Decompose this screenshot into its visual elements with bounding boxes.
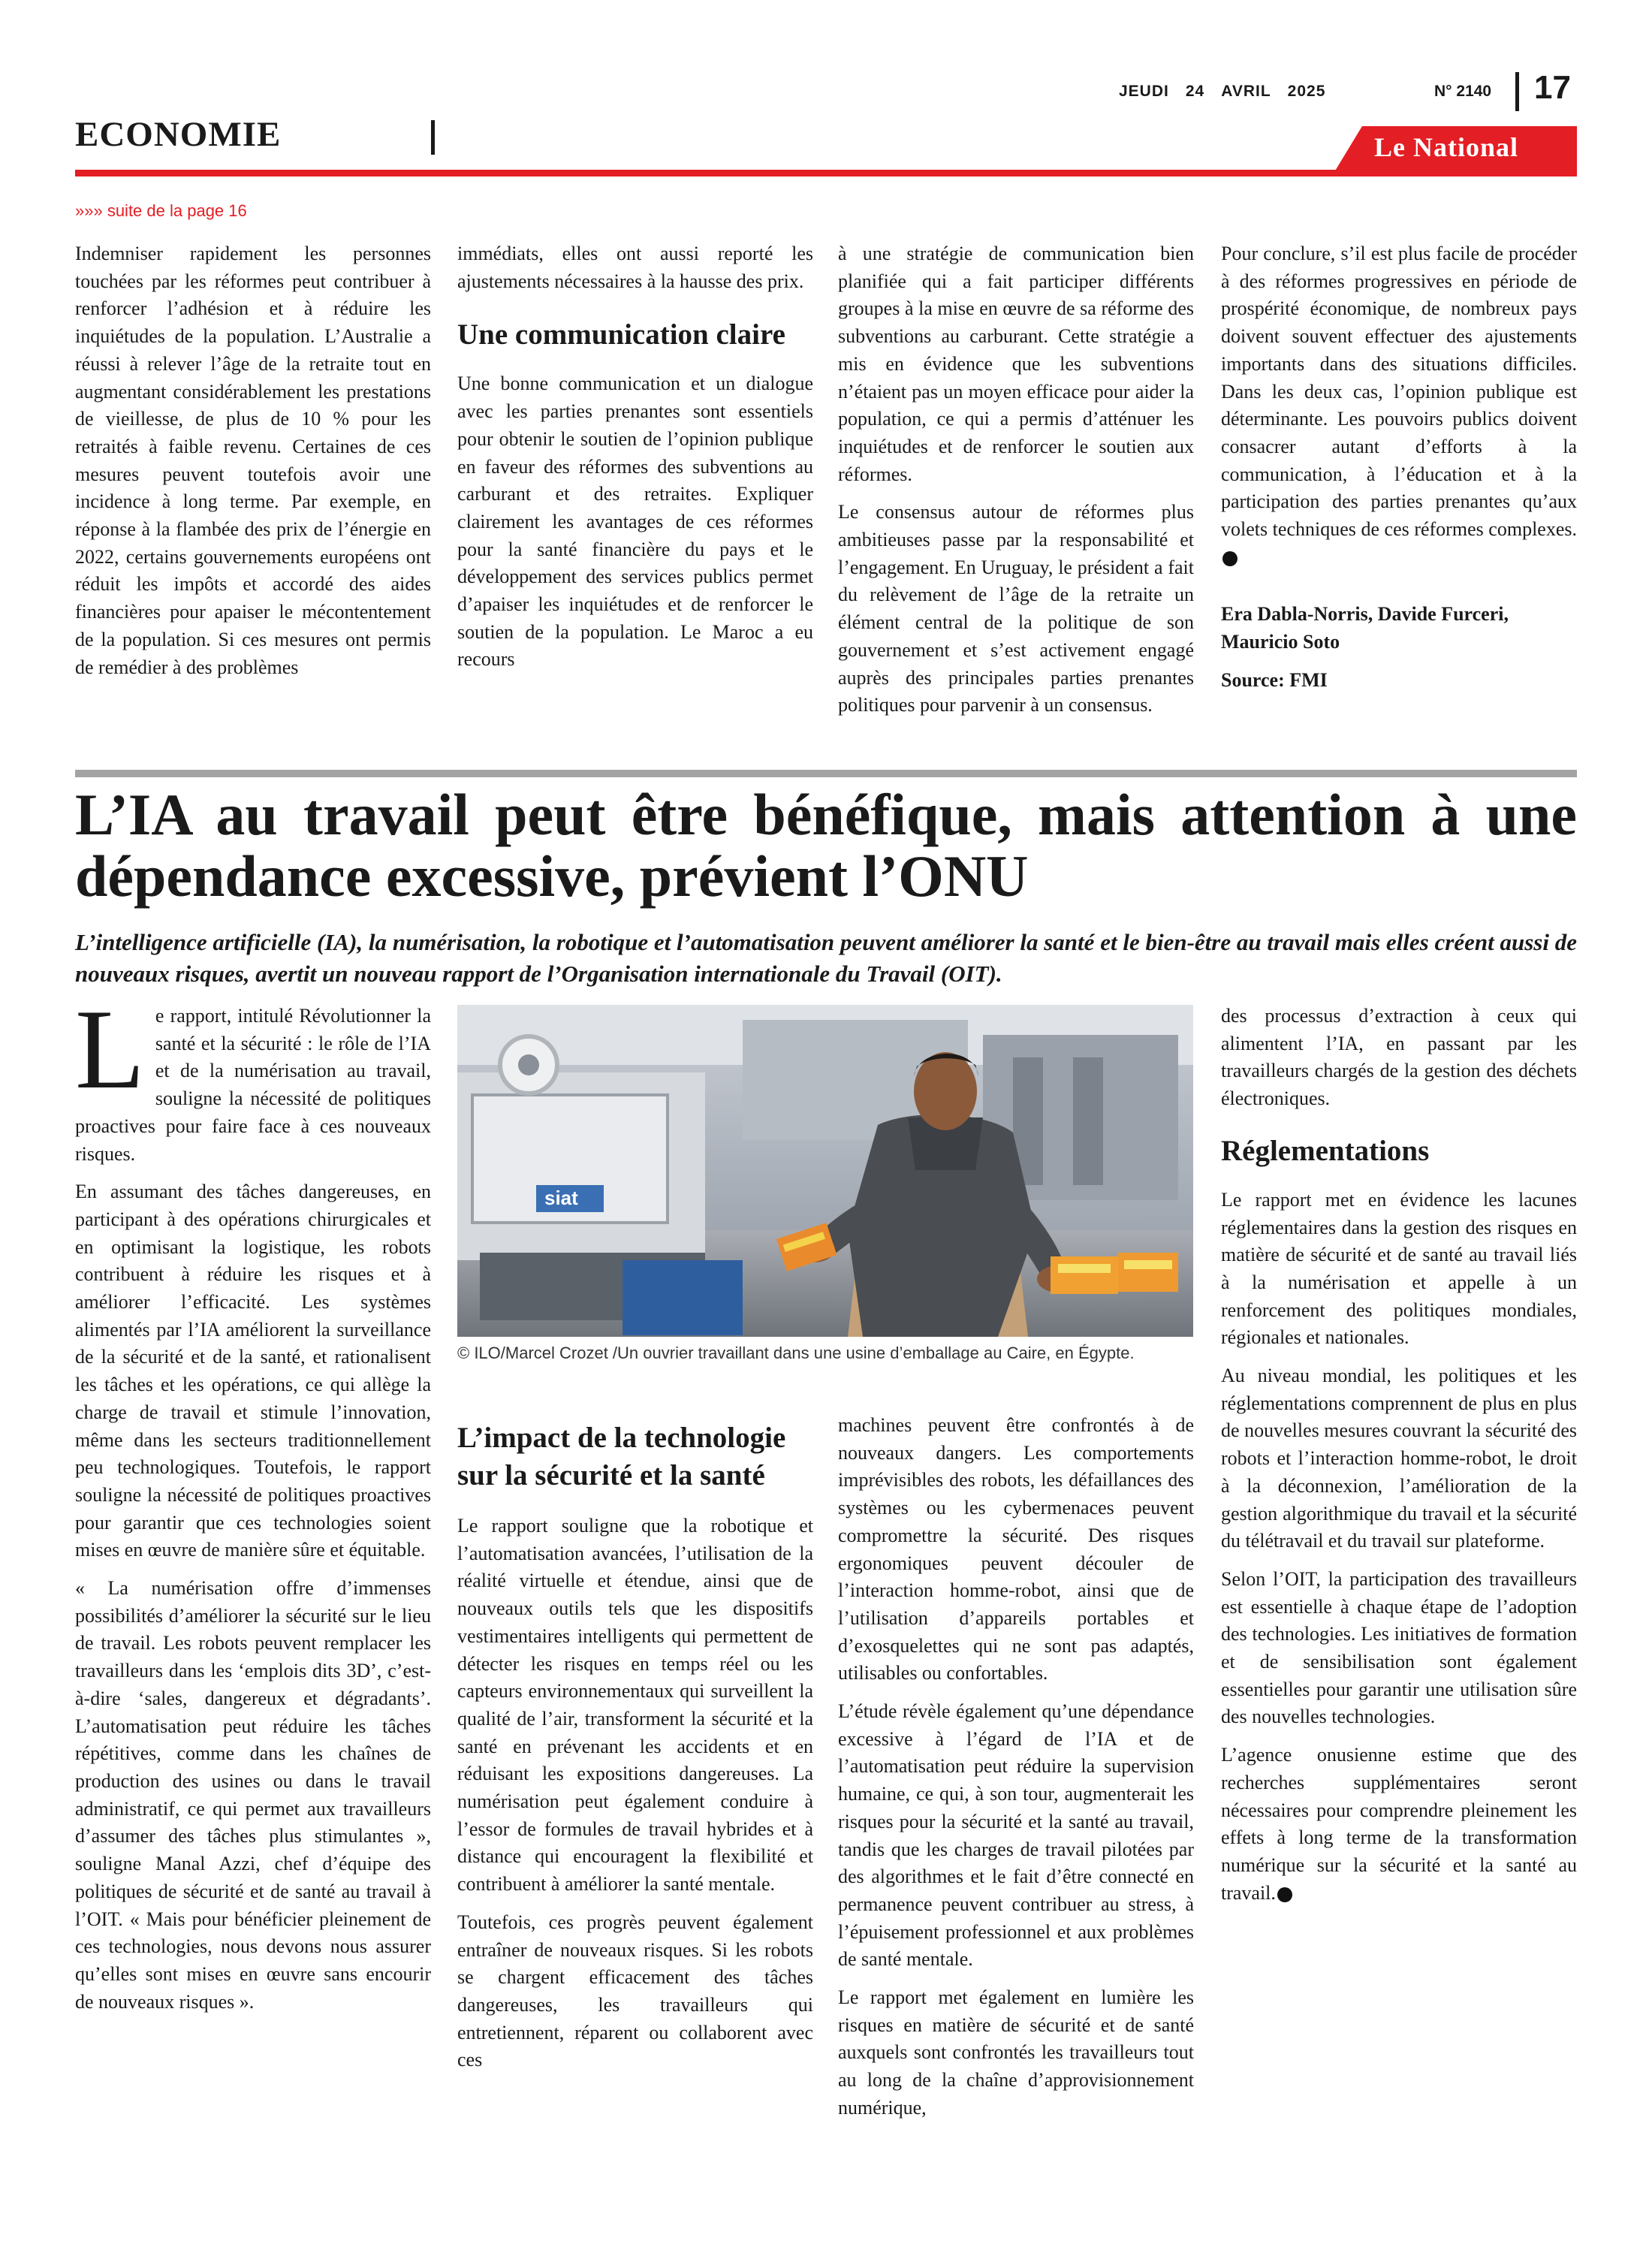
page-number: 17 — [1534, 69, 1571, 106]
date-year: 2025 — [1287, 83, 1326, 100]
date-number: 24 — [1185, 83, 1205, 100]
paragraph: Selon l’OIT, la participation des travailleurs est essentielle à chaque étape de l’adoption des technologies. Les initiatives de formation et de sensibilisation sont également essentielles pour garantir une utilisation sûre des nouvelles technologies. — [1221, 1567, 1577, 1728]
paragraph — [75, 986, 431, 1168]
source: Source: FMI — [1221, 668, 1328, 691]
authors: Era Dabla-Norris, Davide Furceri, Mauricio Soto — [1221, 603, 1509, 653]
paragraph: Le consensus autour de réformes plus ambitieuses passe par la responsabilité et l’engagement. En Uruguay, le président a fait du relèvement de l’âge de la retraite un élément central de la politique de son gouvernement et s’est activement engagé auprès des principales parties prenantes politiques pour parvenir à un consensus. — [838, 501, 1194, 716]
photo-caption: © ILO/Marcel Crozet /Un ouvrier travaillant dans une usine d’emballage au Caire, en Égypte. — [457, 1344, 1135, 1362]
subheading: Réglementations — [1221, 1134, 1430, 1167]
top-article-col-3 — [838, 240, 1194, 730]
drop-cap: L — [75, 986, 145, 1112]
main-article-col-2 — [457, 1412, 813, 2085]
top-article-col-2 — [457, 240, 813, 684]
continued-from-link[interactable]: »»» suite de la page 16 — [75, 201, 247, 220]
lead-paragraph: L’intelligence artificielle (IA), la numérisation, la robotique et l’automatisation peuvent améliorer la santé et le bien-être au travail mais elles créent aussi de nouveaux risques, avertit un nouveau rapport de l’Organisation internationale du Travail (OIT). — [75, 929, 1577, 987]
machine-logo: siat — [544, 1187, 578, 1209]
top-article-col-4 — [1221, 240, 1577, 705]
issue-number: N° 2140 — [1434, 83, 1492, 100]
header-rule — [75, 170, 1577, 176]
section-divider — [431, 120, 435, 155]
header-divider — [1515, 72, 1519, 111]
main-article-col-4 — [1221, 1003, 1577, 1917]
paragraph: Le rapport met également en lumière les risques en matière de sécurité et de santé auxquels sont confrontés les travailleurs tout au long de la chaîne d’approvisionnement numérique, — [838, 1986, 1194, 2119]
main-article-col-3 — [838, 1412, 1194, 2133]
paragraph: à une stratégie de communication bien planifiée qui a fait participer différents groupes à la mise en œuvre de sa réforme des subventions au carburant. Cette stratégie a mis en évidence que les subventions n’étaient pas un moyen efficace pour aider la population, ce qui a permis d’atténuer les inquiétudes et de renforcer le soutien aux réformes. — [838, 243, 1194, 485]
subheading: L’impact de la technologie sur la sécurité et la santé — [457, 1422, 786, 1491]
end-mark-icon — [1222, 551, 1237, 566]
paragraph: immédiats, elles ont aussi reporté les ajustements nécessaires à la hausse des prix. — [457, 243, 813, 292]
subheading: Une communication claire — [457, 318, 785, 351]
paragraph: Une bonne communication et un dialogue avec les parties prenantes sont essentiels pour obtenir le soutien de l’opinion publique en faveur des réformes des subventions au carburant et des retraites. Expliquer clairement les avantages de ces réformes pour la santé financière du pays et le développement des services publics permet d’apaiser les inquiétudes et de renforcer le soutien de la population. Le Maroc a eu recours — [457, 372, 813, 671]
section-title: ECONOMIE — [75, 115, 282, 154]
paragraph: L’étude révèle également qu’une dépendance excessive à l’égard de l’IA et de l’automatisation peut réduire la supervision humaine, ce qui, à son tour, augmenterait les risques pour la sécurité et la santé au travail, tandis que les charges de travail pilotées par des algorithmes et le fait d’être connecté en permanence peuvent contribuer au stress, à l’épuisement professionnel et aux problèmes de santé mentale. — [838, 1700, 1194, 1971]
date-day: JEUDI — [1119, 83, 1169, 100]
paragraph: Indemniser rapidement les personnes touchées par les réformes peut contribuer à renforcer l’adhésion et à réduire les inquiétudes de la population. L’Australie a réussi à relever l’âge de la retraite tout en augmentant considérablement les prestations de vieillesse, de plus de 10 % pour les retraités à faible revenu. Certaines de ces mesures peuvent toutefois avoir une incidence à long terme. Par exemple, en réponse à la flambée des prix de l’énergie en 2022, certains gouvernements européens ont réduit les impôts et accordé des aides financières pour apaiser le mécontentement de la population. Si ces mesures ont permis de remédier à des problèmes — [75, 243, 431, 678]
paragraph: Le rapport met en évidence les lacunes réglementaires dans la gestion des risques en matière de sécurité et de santé au travail liés à la numérisation et appelle à un renforcement des politiques mondiales, régionales et nationales. — [1221, 1188, 1577, 1349]
intro-text: e rapport, intitulé Révolutionner la santé et la sécurité : le rôle de l’IA et de la numérisation au travail, souligne la nécessité de politiques proactives pour faire face à ces nouveaux risques. — [75, 1005, 431, 1165]
end-mark-icon — [1277, 1887, 1292, 1902]
top-article-col-1 — [75, 240, 431, 692]
main-article-col-1 — [75, 986, 431, 2026]
brand-logo: Le National — [1374, 132, 1519, 162]
paragraph: Le rapport souligne que la robotique et l’automatisation avancées, l’utilisation de la réalité virtuelle et étendue, ainsi que de nouveaux outils tels que les dispositifs vestimentaires intelligents qui permettent de détecter les risques en temps réel ou les capteurs environnementaux qui surveillent la qualité de l’air, transforment la sécurité et la santé en prévenant les accidents et en réduisant les expositions dangereuses. La numérisation peut également conduire à l’essor de formules de travail hybrides et à distance qui encouragent la flexibilité et contribuent à améliorer la santé mentale. — [457, 1515, 813, 1896]
paragraph — [1221, 240, 1577, 571]
paragraph — [1221, 1742, 1577, 1907]
article-photo — [457, 1005, 1193, 1337]
paragraph: Au niveau mondial, les politiques et les réglementations comprennent de plus en plus de nouvelles mesures couvrant la sécurité des robots et l’interaction homme-robot, le droit à la déconnexion, l’amélioration de la gestion algorithmique du travail et la sécurité du télétravail et du travail sur plateforme. — [1221, 1365, 1577, 1552]
paragraph: des processus d’extraction à ceux qui alimentent l’IA, en passant par les travailleurs chargés de la gestion des déchets électroniques. — [1221, 1005, 1577, 1110]
paragraph: Toutefois, ces progrès peuvent également entraîner de nouveaux risques. Si les robots se chargent efficacement des tâches dangereuses, les travailleurs qui entretiennent, réparent ou collaborent avec ces — [457, 1911, 813, 2071]
headline: L’IA au travail peut être bénéfique, mais attention à une dépendance excessive, prévient l’ONU — [75, 782, 1577, 909]
paragraph: « La numérisation offre d’immenses possibilités d’améliorer la sécurité sur le lieu de travail. Les robots peuvent remplacer les travailleurs dans les ‘emplois dits 3D’, c’est-à-dire ‘sales, dangereux et dégradants’. L’automatisation peut réduire les tâches répétitives, comme dans les chaînes de production des usines ou dans le travail administratif, ce qui permet aux travailleurs d’assumer des tâches plus stimulantes », souligne Manal Azzi, chef d’équipe des politiques de sécurité et de santé au travail à l’OIT. « Mais pour bénéficier pleinement de ces technologies, nous devons nous assurer qu’elles sont mises en œuvre sans encourir de nouveaux risques ». — [75, 1577, 431, 2013]
issue-date — [1119, 83, 1342, 101]
paragraph: En assumant des tâches dangereuses, en participant à des opérations chirurgicales et en optimisant la logistique, les robots contribuent à réduire les risques et à améliorer l’efficacité. Les systèmes alimentés par l’IA améliorent la surveillance de la sécurité et de la santé, et rationalisent les tâches et les opérations, ce qui allège la charge de travail et stimule l’innovation, même dans les secteurs traditionnellement peu technologiques. Toutefois, le rapport souligne la nécessité de politiques proactives pour garantir que ces technologies soient mises en œuvre de manière sûre et équitable. — [75, 1181, 431, 1561]
article-separator — [75, 770, 1577, 777]
closing-text: L’agence onusienne estime que des recherches supplémentaires seront nécessaires pour comprendre pleinement les effets à long terme de la transformation numérique sur la sécurité et la santé au travail. — [1221, 1744, 1577, 1904]
paragraph: machines peuvent être confrontés à de nouveaux dangers. Les comportements imprévisibles des robots, les défaillances des systèmes ou les cybermenaces peuvent compromettre la sécurité. Des risques ergonomiques peuvent découler de l’interaction homme-robot, ainsi que de l’utilisation d’appareils portables et d’exosquelettes qui ne sont pas adaptés, utilisables ou confortables. — [838, 1414, 1194, 1684]
date-month: AVRIL — [1221, 83, 1271, 100]
conclusion-text: Pour conclure, s’il est plus facile de procéder à des réformes progressives en période de prospérité économique, de nombreux pays doivent souvent effectuer des ajustements importants dans des situations difficiles. Dans les deux cas, l’opinion publique est déterminante. Les pouvoirs publics doivent consacrer autant d’efforts à la communication, à l’éducation et à la participation des parties prenantes qu’aux volets techniques de ces réformes complexes. — [1221, 243, 1577, 541]
factory-worker-photo — [457, 1005, 1193, 1337]
